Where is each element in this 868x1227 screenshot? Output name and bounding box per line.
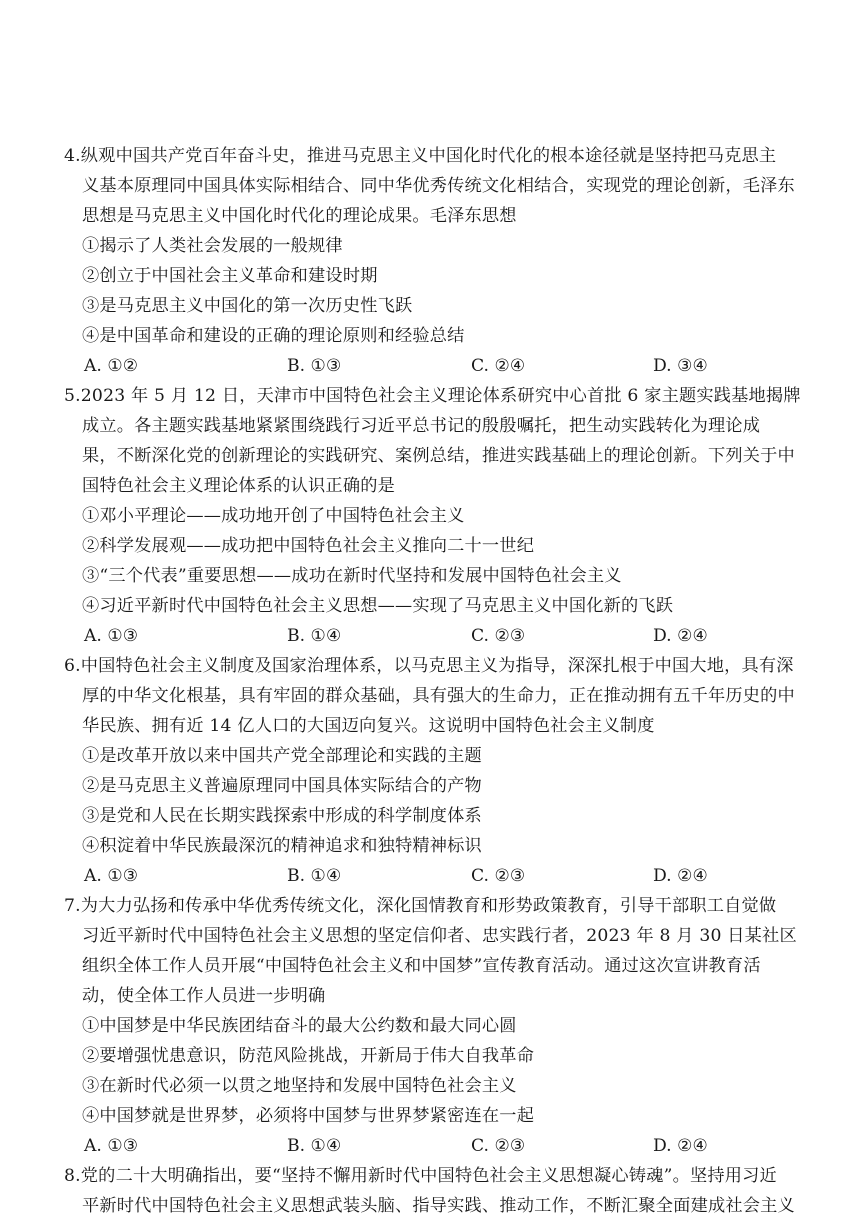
question-stem-line: 6.中国特色社会主义制度及国家治理体系，以马克思主义为指导，深深扎根于中国大地，具有深 — [64, 656, 794, 676]
statement-option: ③是马克思主义中国化的第一次历史性飞跃 — [82, 296, 413, 316]
question-stem-line: 厚的中华文化根基，具有牢固的群众基础，具有强大的生命力，正在推动拥有五千年历史的中 — [82, 686, 795, 706]
answer-choice[interactable]: B. ①④ — [287, 866, 342, 886]
answer-choices-row — [0, 621, 868, 651]
question-stem-line: 平新时代中国特色社会主义思想武装头脑、指导实践、推动工作，不断汇聚全面建成社会主义 — [82, 1196, 795, 1216]
question-stem-line: 习近平新时代中国特色社会主义思想的坚定信仰者、忠实践行者，2023 年 8 月 30 日某社区 — [82, 926, 797, 946]
question-stem-line: 果，不断深化党的创新理论的实践研究、案例总结，推进实践基础上的理论创新。下列关于中 — [82, 446, 795, 466]
question-block — [0, 891, 868, 1161]
answer-choice[interactable]: A. ①③ — [84, 1136, 139, 1156]
question-block — [0, 381, 868, 651]
question-stem-line: 成立。各主题实践基地紧紧围绕践行习近平总书记的殷殷嘱托，把生动实践转化为理论成 — [82, 416, 761, 436]
statement-option: ③是党和人民在长期实践探索中形成的科学制度体系 — [82, 806, 482, 826]
statement-option: ②要增强忧患意识，防范风险挑战，开新局于伟大自我革命 — [82, 1046, 535, 1066]
answer-choice[interactable]: C. ②③ — [471, 1136, 526, 1156]
answer-choice[interactable]: B. ①④ — [287, 1136, 342, 1156]
answer-choice[interactable]: A. ①③ — [84, 866, 139, 886]
answer-choice[interactable]: D. ②④ — [653, 866, 708, 886]
answer-choices-row — [0, 1131, 868, 1161]
statement-option: ②是马克思主义普遍原理同中国具体实际结合的产物 — [82, 776, 482, 796]
question-list — [0, 141, 868, 1221]
question-stem-line: 组织全体工作人员开展“中国特色社会主义和中国梦”宣传教育活动。通过这次宣讲教育活 — [82, 956, 761, 976]
question-block — [0, 1161, 868, 1221]
question-stem-line: 华民族、拥有近 14 亿人口的大国迈向复兴。这说明中国特色社会主义制度 — [82, 716, 655, 736]
answer-choice[interactable]: B. ①③ — [287, 356, 342, 376]
answer-choice[interactable]: A. ①② — [84, 356, 139, 376]
question-stem-line: 动，使全体工作人员进一步明确 — [82, 986, 326, 1006]
statement-option: ①揭示了人类社会发展的一般规律 — [82, 236, 343, 256]
statement-option: ④是中国革命和建设的正确的理论原则和经验总结 — [82, 326, 465, 346]
answer-choice[interactable]: C. ②③ — [471, 626, 526, 646]
question-stem-line: 义基本原理同中国具体实际相结合、同中华优秀传统文化相结合，实现党的理论创新，毛泽东 — [82, 176, 795, 196]
question-stem-line: 7.为大力弘扬和传承中华优秀传统文化，深化国情教育和形势政策教育，引导干部职工自觉做 — [64, 896, 777, 916]
answer-choice[interactable]: D. ②④ — [653, 1136, 708, 1156]
question-block — [0, 141, 868, 381]
answer-choice[interactable]: C. ②④ — [471, 356, 526, 376]
question-block — [0, 651, 868, 891]
statement-option: ②科学发展观——成功把中国特色社会主义推向二十一世纪 — [82, 536, 535, 556]
statement-option: ④习近平新时代中国特色社会主义思想——实现了马克思主义中国化新的飞跃 — [82, 596, 674, 616]
statement-option: ④积淀着中华民族最深沉的精神追求和独特精神标识 — [82, 836, 482, 856]
statement-option: ①邓小平理论——成功地开创了中国特色社会主义 — [82, 506, 465, 526]
answer-choices-row — [0, 351, 868, 381]
question-stem-line: 思想是马克思主义中国化时代化的理论成果。毛泽东思想 — [82, 206, 517, 226]
answer-choice[interactable]: A. ①③ — [84, 626, 139, 646]
statement-option: ③在新时代必须一以贯之地坚持和发展中国特色社会主义 — [82, 1076, 517, 1096]
statement-option: ②创立于中国社会主义革命和建设时期 — [82, 266, 378, 286]
question-stem-line: 8.党的二十大明确指出，要“坚持不懈用新时代中国特色社会主义思想凝心铸魂”。坚持用习近 — [64, 1166, 777, 1186]
answer-choice[interactable]: D. ②④ — [653, 626, 708, 646]
question-stem-line: 5.2023 年 5 月 12 日，天津市中国特色社会主义理论体系研究中心首批 6 家主题实践基地揭牌 — [64, 386, 801, 406]
question-stem-line: 国特色社会主义理论体系的认识正确的是 — [82, 476, 395, 496]
answer-choice[interactable]: C. ②③ — [471, 866, 526, 886]
answer-choice[interactable]: D. ③④ — [653, 356, 708, 376]
answer-choices-row — [0, 861, 868, 891]
statement-option: ④中国梦就是世界梦，必须将中国梦与世界梦紧密连在一起 — [82, 1106, 535, 1126]
question-stem-line: 4.纵观中国共产党百年奋斗史，推进马克思主义中国化时代化的根本途径就是坚持把马克思主 — [64, 146, 777, 166]
statement-option: ③“三个代表”重要思想——成功在新时代坚持和发展中国特色社会主义 — [82, 566, 622, 586]
statement-option: ①中国梦是中华民族团结奋斗的最大公约数和最大同心圆 — [82, 1016, 517, 1036]
statement-option: ①是改革开放以来中国共产党全部理论和实践的主题 — [82, 746, 482, 766]
answer-choice[interactable]: B. ①④ — [287, 626, 342, 646]
